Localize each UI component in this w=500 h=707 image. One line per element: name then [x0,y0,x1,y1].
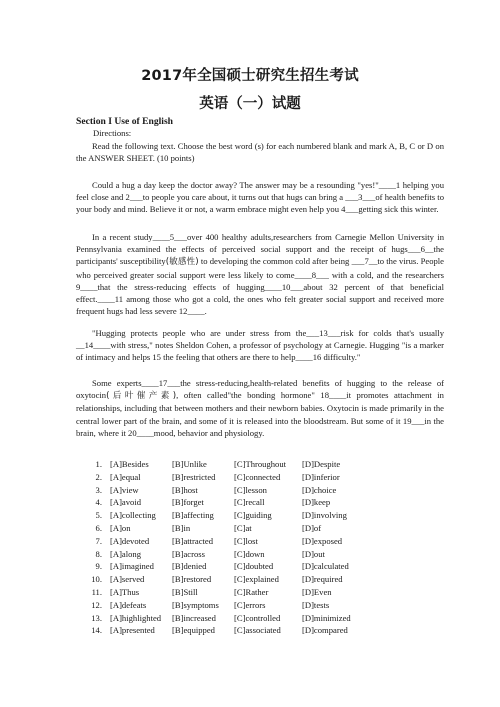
option-b: [B]host [172,484,198,495]
option-c: [C]associated [234,625,281,636]
option-d: [D]tests [302,599,330,610]
option-b: [B]Unlike [172,459,207,469]
option-c: [C]errors [234,599,266,610]
option-a: [A]avoid [110,497,142,508]
option-row [88,510,448,523]
question-number: 9. [95,561,102,572]
question-number: 6. [95,522,102,533]
option-c: [C]explained [234,574,279,585]
option-c: [C]controlled [234,612,281,623]
option-a: [A]collecting [110,510,156,521]
option-c: [C]at [234,522,252,533]
option-b: [B]Still [172,586,198,597]
option-b: [B]in [172,522,191,533]
option-row [88,472,448,485]
directions-label: Directions: [93,128,132,138]
paragraph-4-end: , often called"the bonding hormone" 18____it promotes attachment in relationships, including that between mothers and their newborn babies. Oxytocin is made primarily in the central lower part of the brain, and some of it is released into the bloodstream. But some of it 19___in the brain, where it 20____mood, behavior and physiology. [76,390,444,438]
passage-paragraph-2 [76,231,444,317]
option-a: [A]imagined [110,561,154,572]
option-row [88,600,448,613]
option-row [88,587,448,600]
option-c: [C]connected [234,471,281,482]
answer-options-list [88,459,448,638]
option-row [88,523,448,536]
option-c: [C]Throughout [234,459,287,469]
option-row [88,625,448,638]
option-c: [C]recall [234,497,265,508]
option-d: [D]involving [302,510,347,521]
option-c: [C]down [234,548,265,559]
question-number: 12. [91,599,102,610]
question-number: 3. [95,484,102,495]
option-d: [D]minimized [302,612,351,623]
option-c: [C]guiding [234,510,272,521]
option-row [88,497,448,510]
option-a: [A]along [110,548,142,559]
option-row [88,485,448,498]
option-row [88,561,448,574]
question-number: 14. [91,625,102,636]
option-a: [A]highlighted [110,612,162,623]
question-number: 5. [95,510,102,521]
question-number: 13. [91,612,102,623]
option-a: [A]devoted [110,535,150,546]
option-d: [D]Despite [302,459,341,469]
option-b: [B]increased [172,612,216,623]
option-d: [D]choice [302,484,337,495]
question-number: 7. [95,535,102,546]
option-row [88,459,448,472]
option-row [88,549,448,562]
question-number: 11. [91,586,102,597]
question-number: 2. [95,471,102,482]
question-number: 4. [95,497,102,508]
passage-paragraph-1: Could a hug a day keep the doctor away? The answer may be a resounding "yes!"____1 helping you feel close and 2___to people you care about, it turns out that hugs can bring a ___3___of health benefits to your body and mind. Believe it or not, a warm embrace might even help you 4___getting sick this winter. [76,180,444,215]
option-b: [B]forget [172,497,204,508]
passage-paragraph-3: "Hugging protects people who are under stress from the___13___risk for colds that's usually __14____with stress," notes Sheldon Cohen, a professor of psychology at Carnegie. Hugging "is a marker of intimacy and helps 15 the feeling that others are there to help____16 difficulty." [76,328,444,363]
paragraph-2-text: In a recent study____5___over 400 healthy adults,researchers from Carnegie Mellon University in Pennsylvania examined the effects of perceived social support and the receipt of hugs___6__the participants' susceptibility [76,232,444,267]
option-b: [B]symptoms [172,599,219,610]
option-d: [D]required [302,574,343,585]
directions-text: Read the following text. Choose the best word (s) for each numbered blank and mark A, B, C or D on the ANSWER SHEET. (10 points) [76,141,444,164]
option-a: [A]defeats [110,599,147,610]
option-c: [C]doubted [234,561,274,572]
option-row [88,536,448,549]
paragraph-2-cjk: (敏感性) [165,257,199,268]
option-d: [D]Even [302,586,332,597]
exam-subtitle: 英语（一）试题 [199,96,301,112]
option-d: [D]calculated [302,561,349,572]
option-a: [A]Thus [110,586,140,597]
option-b: [B]across [172,548,205,559]
option-b: [B]equipped [172,625,215,636]
question-number: 10. [91,574,102,585]
option-b: [B]attracted [172,535,214,546]
paragraph-4-cjk: (后叶催产素) [106,391,177,402]
option-a: [A]Besides [110,459,149,469]
option-d: [D]inferior [302,471,340,482]
option-b: [B]restricted [172,471,216,482]
option-c: [C]lesson [234,484,267,495]
option-d: [D]of [302,522,322,533]
section-heading: Section I Use of English [76,116,174,127]
option-row [88,574,448,587]
option-b: [B]denied [172,561,207,572]
paragraph-4-text: Some experts____17___the stress-reducing,health-related benefits of hugging to the release of oxytocin [76,378,444,401]
option-a: [A]on [110,522,131,533]
option-b: [B]restored [172,574,212,585]
option-a: [A]served [110,574,145,585]
option-d: [D]exposed [302,535,343,546]
option-b: [B]affecting [172,510,214,521]
option-d: [D]out [302,548,325,559]
option-c: [C]Rather [234,586,269,597]
option-a: [A]view [110,484,139,495]
option-c: [C]lost [234,535,258,546]
question-number: 1. [95,459,102,469]
paragraph-2-end: to developing the common cold after being ___7__to the virus. People who perceived greater social support were less likely to come____8___ with a cold, and the researchers 9____that the stress-reducing effects of hugging____10___about 32 percent of that beneficial effect.____11 among those who got a cold, the ones who felt greater social support and received more frequent hugs had less severe 12____. [76,256,444,317]
question-number: 8. [95,548,102,559]
option-a: [A]presented [110,625,155,636]
option-row [88,613,448,626]
option-d: [D]compared [302,625,348,636]
exam-title: 2017年全国硕士研究生招生考试 [141,68,359,84]
option-a: [A]equal [110,471,141,482]
passage-paragraph-4 [76,377,444,439]
option-d: [D]keep [302,497,331,508]
